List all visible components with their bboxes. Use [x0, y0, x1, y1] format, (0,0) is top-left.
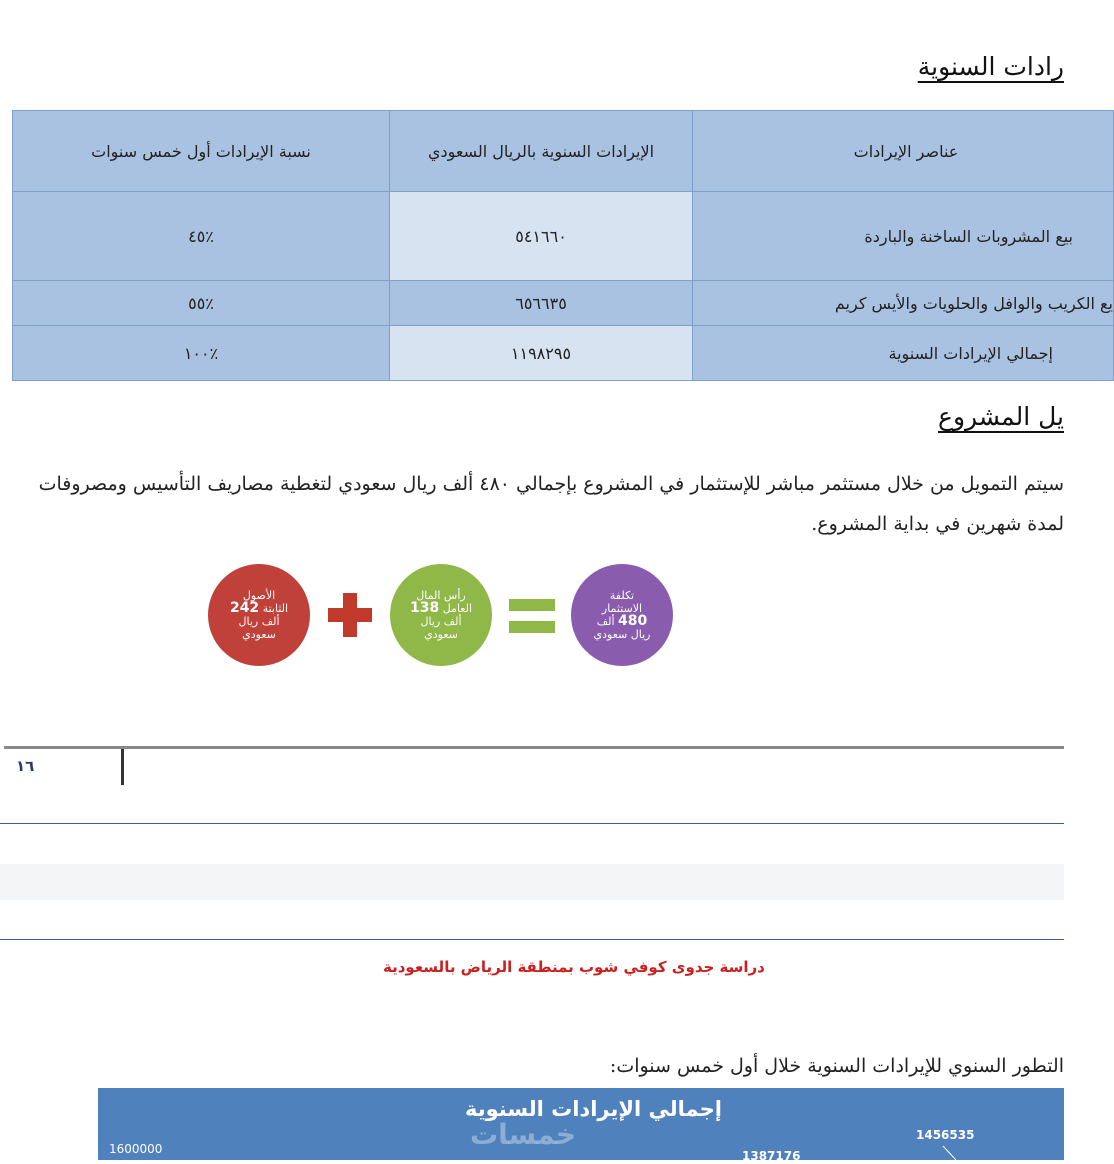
- chart-line-segment: [943, 1146, 956, 1160]
- working-capital-circle: [390, 564, 492, 666]
- table-cell: ٪١٠٠: [13, 326, 390, 381]
- revenue-table: [12, 110, 1114, 381]
- working-capital-unit: ألف ريال: [420, 615, 462, 628]
- watermark: خمسات: [470, 1118, 577, 1151]
- table-cell: ٪٥٥: [13, 281, 390, 326]
- working-capital-amount: 138: [409, 600, 440, 616]
- chart-title: إجمالي الإيرادات السنوية: [465, 1097, 722, 1121]
- fixed-assets-label2: الثابتة: [262, 602, 289, 615]
- data-label: 1456535: [916, 1128, 975, 1142]
- table-cell: إجمالي الإيرادات السنوية: [693, 326, 1114, 381]
- data-label: 1387176: [742, 1149, 801, 1163]
- financing-paragraph-line2: لمدة شهرين في بداية المشروع.: [811, 513, 1064, 535]
- table-cell: ٥٤١٦٦٠: [390, 192, 693, 281]
- investment-amount: 480: [618, 613, 648, 629]
- investment-amount-line: [597, 615, 648, 628]
- page-number: ١٦: [16, 757, 35, 775]
- page-separator-bottom: [0, 939, 1064, 940]
- table-header-cell: عناصر الإيرادات: [693, 111, 1114, 192]
- fixed-assets-unit: ألف ريال: [238, 615, 280, 628]
- table-header-cell: نسبة الإيرادات أول خمس سنوات: [13, 111, 390, 192]
- fixed-assets-amount-line: [230, 602, 288, 615]
- table-row: [13, 326, 1114, 381]
- fixed-assets-label: الأصول: [242, 589, 276, 602]
- table-header-row: [13, 111, 1114, 192]
- table-cell: ٦٥٦٦٣٥: [390, 281, 693, 326]
- document-title: دراسة جدوى كوفي شوب بمنطقة الرياض بالسعودية: [383, 958, 765, 976]
- page-separator-top: [0, 823, 1064, 824]
- equals-icon-lower: [509, 621, 555, 633]
- investment-unit: ألف: [596, 615, 615, 628]
- fixed-assets-currency: سعودي: [242, 628, 276, 641]
- footer-divider: [121, 749, 124, 785]
- investment-label2: الاستثمار: [601, 602, 643, 615]
- table-cell: ١١٩٨٢٩٥: [390, 326, 693, 381]
- table-cell: يع الكريب والوافل والحلويات والأيس كريم: [693, 281, 1114, 326]
- revenues-heading: رادات السنوية: [917, 52, 1064, 81]
- financing-heading: يل المشروع: [938, 402, 1064, 431]
- working-capital-currency: سعودي: [424, 628, 458, 641]
- table-cell: ٪٤٥: [13, 192, 390, 281]
- investment-currency: ريال سعودي: [593, 628, 651, 641]
- table-header-cell: الإيرادات السنوية بالريال السعودي: [390, 111, 693, 192]
- fixed-assets-amount: 242: [229, 600, 260, 616]
- investment-circle: [571, 564, 673, 666]
- plus-icon-vertical: [343, 593, 357, 637]
- footer-rule: [4, 746, 1064, 749]
- table-row: [13, 281, 1114, 326]
- page-gap: [0, 864, 1064, 900]
- financing-paragraph-line1: سيتم التمويل من خلال مستثمر مباشر للإستثمار في المشروع بإجمالي ٤٨٠ ألف ريال سعودي لتغطية مصاريف التأسيس ومصروفات: [38, 473, 1064, 495]
- fixed-assets-circle: [208, 564, 310, 666]
- investment-label: تكلفة: [609, 589, 635, 602]
- chart-intro-text: التطور السنوي للإيرادات السنوية خلال أول خمس سنوات:: [609, 1055, 1064, 1077]
- working-capital-label2: العامل: [442, 602, 473, 615]
- y-tick-label: 1600000: [109, 1142, 163, 1156]
- table-row: [13, 192, 1114, 281]
- working-capital-amount-line: [410, 602, 472, 615]
- working-capital-label: رأس المال: [416, 589, 466, 602]
- table-cell: بيع المشروبات الساخنة والباردة: [693, 192, 1114, 281]
- equals-icon: [509, 599, 555, 611]
